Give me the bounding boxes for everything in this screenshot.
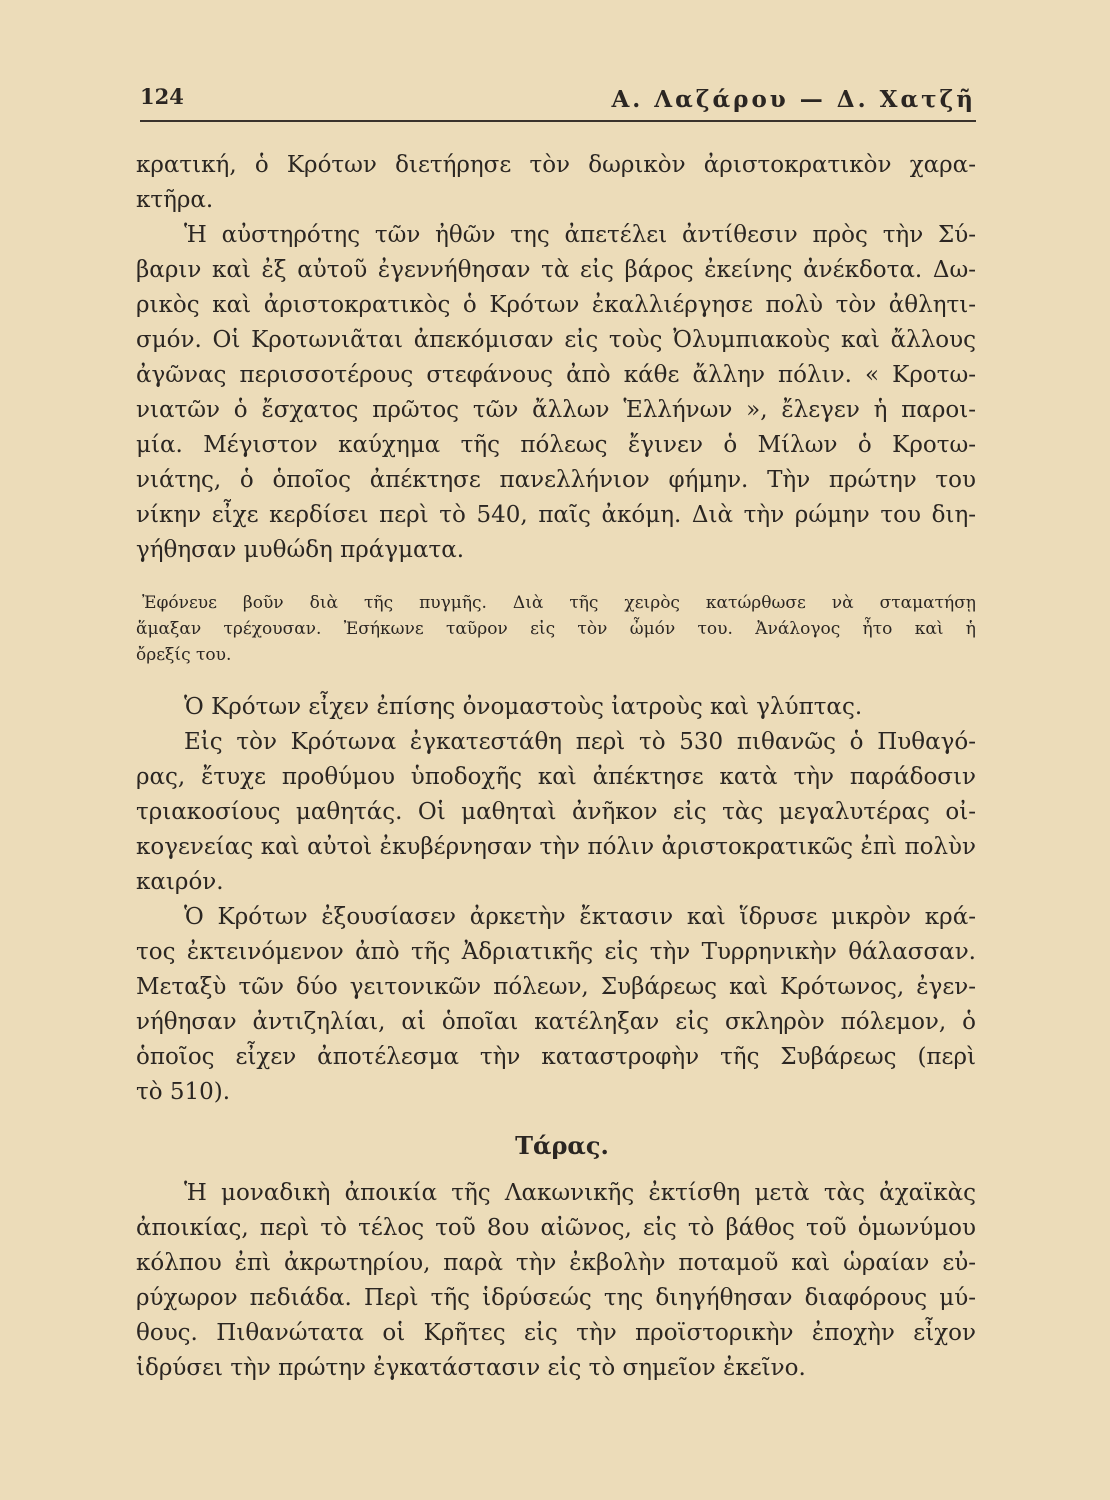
text-line: βαριν καὶ ἐξ αὐτοῦ ἐγεννήθησαν τὰ εἰς βάρος ἐκείνης ἀνέκδοτα. Δω- bbox=[136, 257, 976, 283]
text-line: καιρόν. bbox=[136, 869, 224, 895]
paragraph-5 bbox=[136, 900, 976, 1110]
text-line: νίκην εἶχε κερδίσει περὶ τὸ 540, παῖς ἀκόμη. Διὰ τὴν ρώμην του διη- bbox=[136, 502, 976, 528]
text-line: ὁποῖος εἶχεν ἀποτέλεσμα τὴν καταστροφὴν τῆς Συβάρεως (περὶ bbox=[136, 1044, 976, 1070]
text-line: ἀγῶνας περισσοτέρους στεφάνους ἀπὸ κάθε ἄλλην πόλιν. « Κροτω- bbox=[136, 362, 976, 388]
text-line: νιατῶν ὁ ἔσχατος πρῶτος τῶν ἄλλων Ἑλλήνων », ἔλεγεν ἡ παροι- bbox=[136, 397, 976, 423]
text-line: Ὁ Κρότων εἶχεν ἐπίσης ὀνομαστοὺς ἰατροὺς καὶ γλύπτας. bbox=[184, 694, 863, 720]
text-line: Ἡ μοναδικὴ ἀποικία τῆς Λακωνικῆς ἐκτίσθη μετὰ τὰς ἀχαϊκὰς bbox=[184, 1180, 976, 1206]
text-line: κρατική, ὁ Κρότων διετήρησε τὸν δωρικὸν ἀριστοκρατικὸν χαρα- bbox=[136, 152, 976, 178]
text-line: μία. Μέγιστον καύχημα τῆς πόλεως ἔγινεν ὁ Μίλων ὁ Κροτω- bbox=[136, 432, 976, 458]
footnote-line: Ἐφόνευε βοῦν διὰ τῆς πυγμῆς. Διὰ τῆς χειρὸς κατώρθωσε νὰ σταματήσῃ bbox=[142, 593, 976, 613]
text-line: τὸ 510). bbox=[136, 1079, 231, 1105]
paragraph-6 bbox=[136, 1176, 976, 1386]
paragraph-1 bbox=[136, 148, 976, 218]
paragraph-3 bbox=[136, 690, 976, 725]
text-line: ἱδρύσει τὴν πρώτην ἐγκατάστασιν εἰς τὸ σημεῖον ἐκεῖνο. bbox=[136, 1355, 806, 1381]
text-line: τος ἐκτεινόμενον ἀπὸ τῆς Ἀδριατικῆς εἰς τὴν Τυρρηνικὴν θάλασσαν. bbox=[136, 939, 976, 965]
text-line: ἀποικίας, περὶ τὸ τέλος τοῦ 8ου αἰῶνος, εἰς τὸ βάθος τοῦ ὁμωνύμου bbox=[136, 1215, 976, 1241]
page-body bbox=[136, 148, 976, 1386]
text-line: Εἰς τὸν Κρότωνα ἐγκατεστάθη περὶ τὸ 530 πιθανῶς ὁ Πυθαγό- bbox=[184, 729, 976, 755]
text-line: τριακοσίους μαθητάς. Οἱ μαθηταὶ ἀνῆκον εἰς τὰς μεγαλυτέρας οἰ- bbox=[136, 799, 976, 825]
footnote-line: ἅμαξαν τρέχουσαν. Ἐσήκωνε ταῦρον εἰς τὸν ὦμόν του. Ἀνάλογος ἦτο καὶ ἡ bbox=[136, 619, 976, 639]
running-head: Α. Λαζάρου — Δ. Χατζῆ bbox=[611, 86, 976, 113]
text-line: κτῆρα. bbox=[136, 187, 214, 213]
paragraph-2 bbox=[136, 218, 976, 568]
footnote bbox=[136, 590, 976, 668]
text-line: Ἡ αὐστηρότης τῶν ἠθῶν της ἀπετέλει ἀντίθεσιν πρὸς τὴν Σύ- bbox=[184, 222, 976, 248]
paragraph-4 bbox=[136, 725, 976, 900]
footnote-line: ὄρεξίς του. bbox=[136, 645, 232, 665]
text-line: ρύχωρον πεδιάδα. Περὶ τῆς ἱδρύσεώς της διηγήθησαν διαφόρους μύ- bbox=[136, 1285, 976, 1311]
text-line: γήθησαν μυθώδη πράγματα. bbox=[136, 537, 465, 563]
text-line: ρικὸς καὶ ἀριστοκρατικὸς ὁ Κρότων ἐκαλλιέργησε πολὺ τὸν ἀθλητι- bbox=[136, 292, 976, 318]
section-heading: Τάρας. bbox=[515, 1131, 609, 1160]
text-line: νιάτης, ὁ ὁποῖος ἀπέκτησε πανελλήνιον φήμην. Τὴν πρώτην του bbox=[136, 467, 976, 493]
page-number: 124 bbox=[140, 84, 184, 109]
text-line: σμόν. Οἱ Κροτωνιᾶται ἀπεκόμισαν εἰς τοὺς Ὀλυμπιακοὺς καὶ ἄλλους bbox=[136, 327, 976, 353]
text-line: κογενείας καὶ αὐτοὶ ἐκυβέρνησαν τὴν πόλιν ἀριστοκρατικῶς ἐπὶ πολὺν bbox=[136, 834, 976, 860]
page-header bbox=[140, 80, 976, 122]
text-line: θους. Πιθανώτατα οἱ Κρῆτες εἰς τὴν προϊστορικὴν ἐποχὴν εἶχον bbox=[136, 1320, 976, 1346]
text-line: νήθησαν ἀντιζηλίαι, αἱ ὁποῖαι κατέληξαν εἰς σκληρὸν πόλεμον, ὁ bbox=[136, 1009, 976, 1035]
text-line: κόλπου ἐπὶ ἀκρωτηρίου, παρὰ τὴν ἐκβολὴν ποταμοῦ καὶ ὡραίαν εὐ- bbox=[136, 1250, 976, 1276]
text-line: ρας, ἔτυχε προθύμου ὑποδοχῆς καὶ ἀπέκτησε κατὰ τὴν παράδοσιν bbox=[136, 764, 976, 790]
text-line: Μεταξὺ τῶν δύο γειτονικῶν πόλεων, Συβάρεως καὶ Κρότωνος, ἐγεν- bbox=[136, 974, 976, 1000]
text-line: Ὁ Κρότων ἐξουσίασεν ἀρκετὴν ἔκτασιν καὶ ἵδρυσε μικρὸν κρά- bbox=[184, 904, 976, 930]
